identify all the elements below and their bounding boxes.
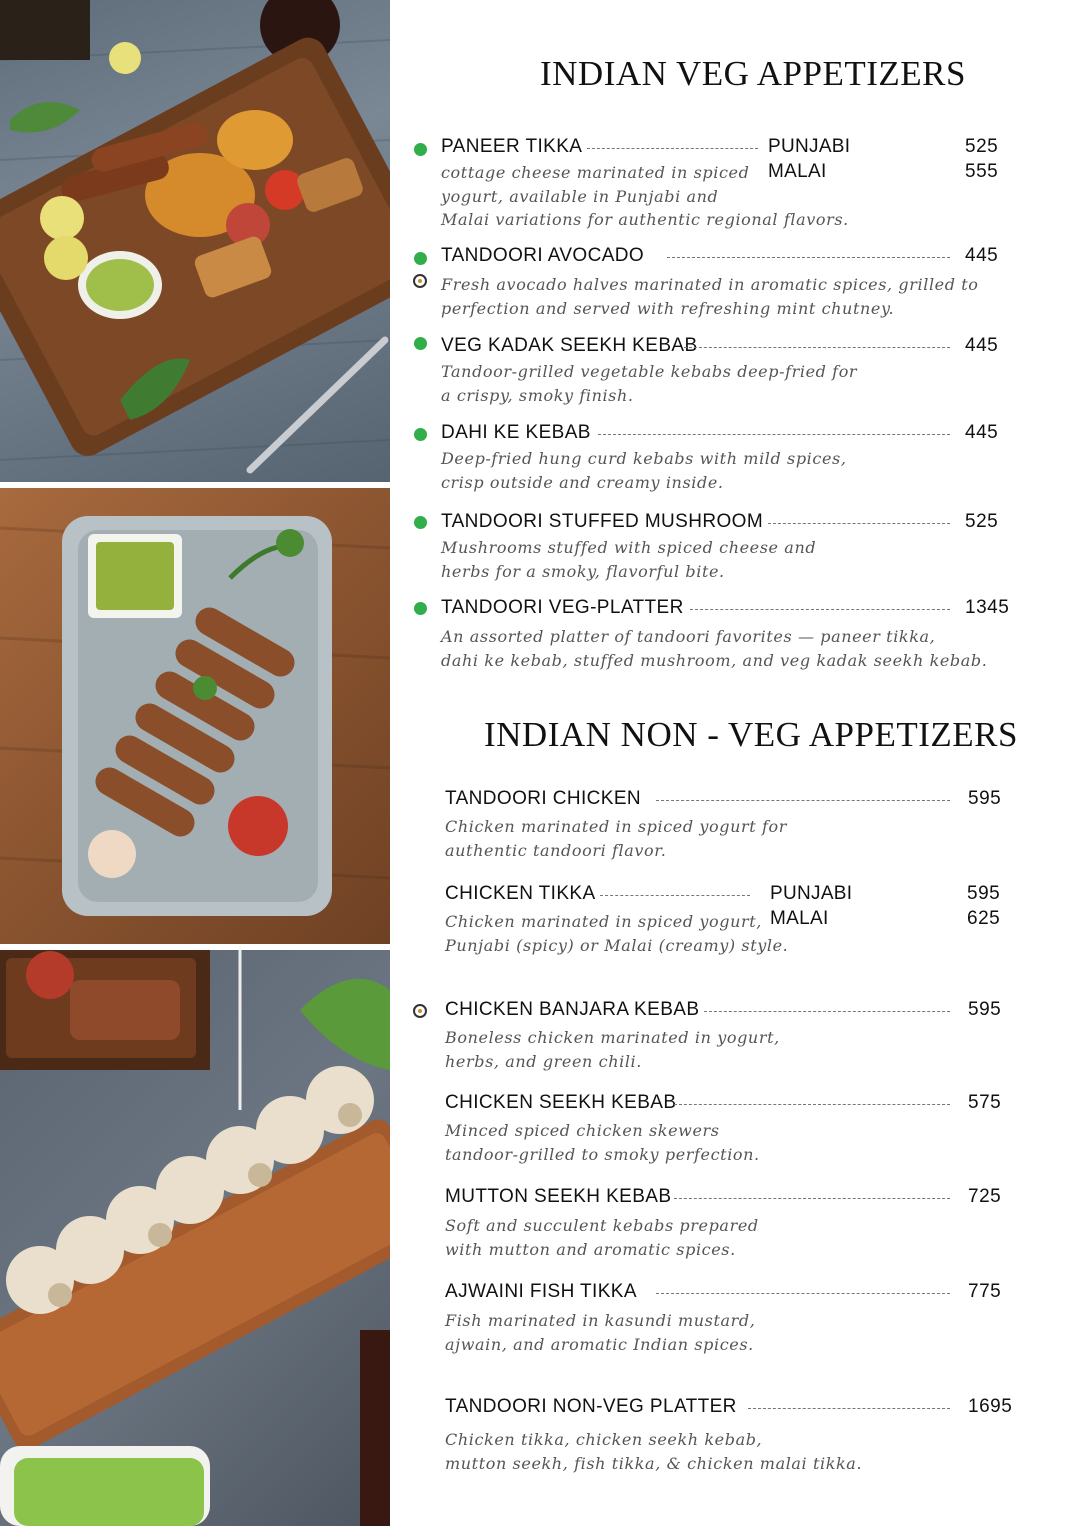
section-title: INDIAN NON - VEG APPETIZERS xyxy=(484,715,1018,754)
variant-label: PUNJABI xyxy=(768,136,851,157)
item-price: 1695 xyxy=(968,1396,1013,1417)
dotted-leader xyxy=(656,1293,950,1294)
item-name: TANDOORI AVOCADO xyxy=(441,245,645,266)
item-name: CHICKEN TIKKA xyxy=(445,883,596,904)
veg-dot-icon xyxy=(414,602,427,615)
item-name: CHICKEN SEEKH KEBAB xyxy=(445,1092,677,1113)
variant-label: MALAI xyxy=(768,161,827,182)
item-description: Chicken tikka, chicken seekh kebab, mutton seekh, fish tikka, & chicken malai tikka. xyxy=(445,1430,863,1473)
item-name: CHICKEN BANJARA KEBAB xyxy=(445,999,700,1020)
item-name: DAHI KE KEBAB xyxy=(441,422,591,443)
dotted-leader xyxy=(674,1104,950,1105)
chef-special-icon xyxy=(413,1004,427,1018)
item-price: 445 xyxy=(965,335,999,356)
item-price: 525 xyxy=(965,136,999,157)
section-title: INDIAN VEG APPETIZERS xyxy=(540,54,966,93)
dotted-leader xyxy=(704,1011,950,1012)
chef-special-icon xyxy=(413,274,427,288)
item-name: AJWAINI FISH TIKKA xyxy=(445,1281,637,1302)
item-description: An assorted platter of tandoori favorites — paneer tikka, dahi ke kebab, stuffed mushroom, and veg kadak seekh kebab. xyxy=(441,627,988,670)
item-price: 1345 xyxy=(965,597,1010,618)
item-name: MUTTON SEEKH KEBAB xyxy=(445,1186,672,1207)
dotted-leader xyxy=(667,257,950,258)
item-description: Soft and succulent kebabs prepared with mutton and aromatic spices. xyxy=(445,1216,759,1259)
item-name: TANDOORI VEG-PLATTER xyxy=(441,597,684,618)
item-price: 775 xyxy=(968,1281,1002,1302)
dotted-leader xyxy=(768,523,950,524)
dotted-leader xyxy=(598,434,950,435)
veg-dot-icon xyxy=(414,143,427,156)
item-price: 445 xyxy=(965,422,999,443)
item-description: Chicken marinated in spiced yogurt for authentic tandoori flavor. xyxy=(445,817,787,860)
photo-column xyxy=(0,0,390,1526)
dotted-leader xyxy=(690,609,950,610)
item-price: 555 xyxy=(965,161,999,182)
item-name: PANEER TIKKA xyxy=(441,136,583,157)
item-price: 575 xyxy=(968,1092,1002,1113)
dotted-leader xyxy=(656,800,950,801)
item-name: VEG KADAK SEEKH KEBAB xyxy=(441,335,698,356)
veg-dot-icon xyxy=(414,252,427,265)
veg-dot-icon xyxy=(414,428,427,441)
malai-tikka-photo xyxy=(0,950,390,1526)
item-price: 725 xyxy=(968,1186,1002,1207)
item-description: Boneless chicken marinated in yogurt, herbs, and green chili. xyxy=(445,1028,780,1071)
item-description: cottage cheese marinated in spiced yogurt, available in Punjabi and Malai variations for authentic regional flavors. xyxy=(441,163,849,229)
item-description: Mushrooms stuffed with spiced cheese and herbs for a smoky, flavorful bite. xyxy=(441,538,817,581)
item-description: Fresh avocado halves marinated in aromatic spices, grilled to perfection and served with refreshing mint chutney. xyxy=(441,275,979,318)
seekh-kebab-photo xyxy=(0,488,390,944)
veg-platter-photo xyxy=(0,0,390,482)
item-description: Chicken marinated in spiced yogurt, Punjabi (spicy) or Malai (creamy) style. xyxy=(445,912,789,955)
dotted-leader xyxy=(600,895,750,896)
dotted-leader xyxy=(748,1408,950,1409)
item-description: Fish marinated in kasundi mustard, ajwain, and aromatic Indian spices. xyxy=(445,1311,756,1354)
dotted-leader xyxy=(587,148,758,149)
item-description: Minced spiced chicken skewers tandoor-grilled to smoky perfection. xyxy=(445,1121,760,1164)
item-name: TANDOORI NON-VEG PLATTER xyxy=(445,1396,737,1417)
item-description: Tandoor-grilled vegetable kebabs deep-fried for a crispy, smoky finish. xyxy=(441,362,858,405)
item-price: 595 xyxy=(967,883,1001,904)
item-price: 445 xyxy=(965,245,999,266)
dotted-leader xyxy=(684,347,950,348)
dotted-leader xyxy=(674,1198,950,1199)
item-price: 625 xyxy=(967,908,1001,929)
item-price: 595 xyxy=(968,999,1002,1020)
variant-label: PUNJABI xyxy=(770,883,853,904)
item-price: 525 xyxy=(965,511,999,532)
veg-dot-icon xyxy=(414,337,427,350)
item-name: TANDOORI STUFFED MUSHROOM xyxy=(441,511,764,532)
item-price: 595 xyxy=(968,788,1002,809)
veg-dot-icon xyxy=(414,516,427,529)
variant-label: MALAI xyxy=(770,908,829,929)
item-name: TANDOORI CHICKEN xyxy=(445,788,642,809)
item-description: Deep-fried hung curd kebabs with mild spices, crisp outside and creamy inside. xyxy=(441,449,847,492)
